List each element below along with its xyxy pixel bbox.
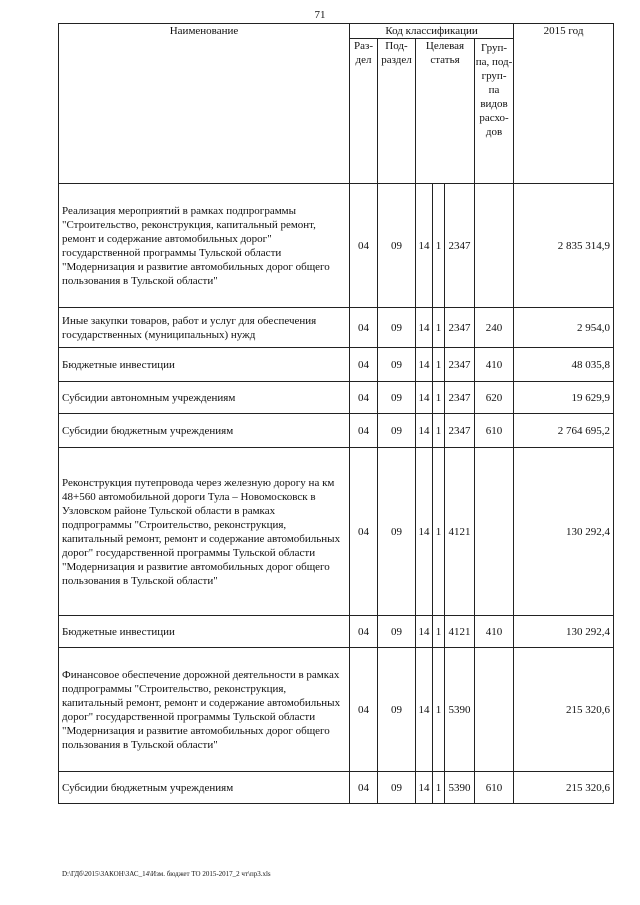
cell-sum: 2 954,0 [514, 308, 614, 348]
cell-podrazdel: 09 [378, 382, 416, 414]
cell-sum: 130 292,4 [514, 616, 614, 648]
cell-sum: 19 629,9 [514, 382, 614, 414]
cell-cs2: 1 [433, 448, 445, 616]
cell-cs2: 1 [433, 414, 445, 448]
cell-podrazdel: 09 [378, 448, 416, 616]
cell-cs3: 2347 [445, 184, 475, 308]
cell-cs3: 2347 [445, 382, 475, 414]
cell-vid: 410 [475, 616, 514, 648]
cell-sum: 2 764 695,2 [514, 414, 614, 448]
cell-podrazdel: 09 [378, 184, 416, 308]
cell-cs1: 14 [416, 448, 433, 616]
cell-vid [475, 648, 514, 772]
cell-cs2: 1 [433, 772, 445, 804]
cell-vid: 410 [475, 348, 514, 382]
cell-cs3: 2347 [445, 348, 475, 382]
cell-cs2: 1 [433, 348, 445, 382]
cell-cs2: 1 [433, 616, 445, 648]
cell-vid [475, 184, 514, 308]
cell-cs2: 1 [433, 308, 445, 348]
cell-vid: 610 [475, 772, 514, 804]
table-row [59, 308, 614, 348]
cell-cs1: 14 [416, 382, 433, 414]
cell-razdel: 04 [350, 348, 378, 382]
cell-cs3: 2347 [445, 308, 475, 348]
cell-sum: 215 320,6 [514, 648, 614, 772]
cell-cs3: 5390 [445, 648, 475, 772]
cell-podrazdel: 09 [378, 616, 416, 648]
footer-file-path: D:\ГДб\2015\ЗАКОН\ЗАС_14\Изм. бюджет ТО 2015-2017_2 чт\пр3.xls [62, 870, 271, 878]
header-year: 2015 год [514, 24, 614, 184]
cell-sum: 2 835 314,9 [514, 184, 614, 308]
cell-razdel: 04 [350, 648, 378, 772]
budget-table [58, 23, 614, 804]
cell-cs1: 14 [416, 772, 433, 804]
table-row [59, 648, 614, 772]
cell-cs1: 14 [416, 616, 433, 648]
cell-name: Реализация мероприятий в рамках подпрограммы "Строительство, реконструкция, капитальный ремонт, ремонт и содержание автомобильных дорог" государственной программы Тульской области "Модернизация и развитие автомобильных дорог общего пользования в Тульской области" [59, 184, 350, 308]
cell-cs3: 4121 [445, 448, 475, 616]
cell-name: Субсидии автономным учреждениям [59, 382, 350, 414]
cell-cs3: 5390 [445, 772, 475, 804]
cell-cs2: 1 [433, 184, 445, 308]
table-row [59, 382, 614, 414]
cell-podrazdel: 09 [378, 648, 416, 772]
cell-cs2: 1 [433, 648, 445, 772]
table-row [59, 772, 614, 804]
header-subsection: Под- раздел [378, 39, 416, 184]
cell-podrazdel: 09 [378, 414, 416, 448]
cell-razdel: 04 [350, 414, 378, 448]
table-row [59, 448, 614, 616]
cell-razdel: 04 [350, 772, 378, 804]
table-row [59, 616, 614, 648]
cell-vid: 610 [475, 414, 514, 448]
cell-cs1: 14 [416, 648, 433, 772]
cell-sum: 215 320,6 [514, 772, 614, 804]
cell-razdel: 04 [350, 382, 378, 414]
cell-name: Финансовое обеспечение дорожной деятельности в рамках подпрограммы "Строительство, реконструкция, капитальный ремонт, ремонт и содержание автомобильных дорог" государственной программы Тульской области "Модернизация и развитие автомобильных дорог общего пользования в Тульской области" [59, 648, 350, 772]
cell-name: Бюджетные инвестиции [59, 616, 350, 648]
cell-razdel: 04 [350, 308, 378, 348]
cell-sum: 48 035,8 [514, 348, 614, 382]
header-name: Наименование [59, 24, 350, 184]
cell-cs1: 14 [416, 184, 433, 308]
header-target-article: Целевая статья [416, 39, 475, 184]
header-expense-group: Груп- па, под- груп- па видов расхо- дов [475, 39, 514, 184]
cell-podrazdel: 09 [378, 348, 416, 382]
header-classification-code: Код классификации [350, 24, 514, 39]
cell-razdel: 04 [350, 448, 378, 616]
table-row [59, 348, 614, 382]
cell-name: Бюджетные инвестиции [59, 348, 350, 382]
cell-razdel: 04 [350, 616, 378, 648]
cell-name: Реконструкция путепровода через железную дорогу на км 48+560 автомобильной дороги Тула – Новомосковск в Узловском районе Тульской области в рамках подпрограммы "Строительство, реконструкция, капитальный ремонт, ремонт и содержание автомобильных дорог" государственной программы Тульской области "Модернизация и развитие автомобильных дорог общего пользования в Тульской области" [59, 448, 350, 616]
cell-cs3: 2347 [445, 414, 475, 448]
header-section: Раз- дел [350, 39, 378, 184]
page-number: 71 [314, 9, 326, 21]
cell-razdel: 04 [350, 184, 378, 308]
cell-vid: 240 [475, 308, 514, 348]
cell-vid: 620 [475, 382, 514, 414]
cell-cs1: 14 [416, 414, 433, 448]
cell-podrazdel: 09 [378, 308, 416, 348]
cell-name: Иные закупки товаров, работ и услуг для обеспечения государственных (муниципальных) нужд [59, 308, 350, 348]
cell-cs3: 4121 [445, 616, 475, 648]
cell-cs2: 1 [433, 382, 445, 414]
cell-podrazdel: 09 [378, 772, 416, 804]
cell-vid [475, 448, 514, 616]
cell-name: Субсидии бюджетным учреждениям [59, 772, 350, 804]
table-row [59, 184, 614, 308]
cell-sum: 130 292,4 [514, 448, 614, 616]
cell-cs1: 14 [416, 348, 433, 382]
table-row [59, 414, 614, 448]
cell-cs1: 14 [416, 308, 433, 348]
cell-name: Субсидии бюджетным учреждениям [59, 414, 350, 448]
